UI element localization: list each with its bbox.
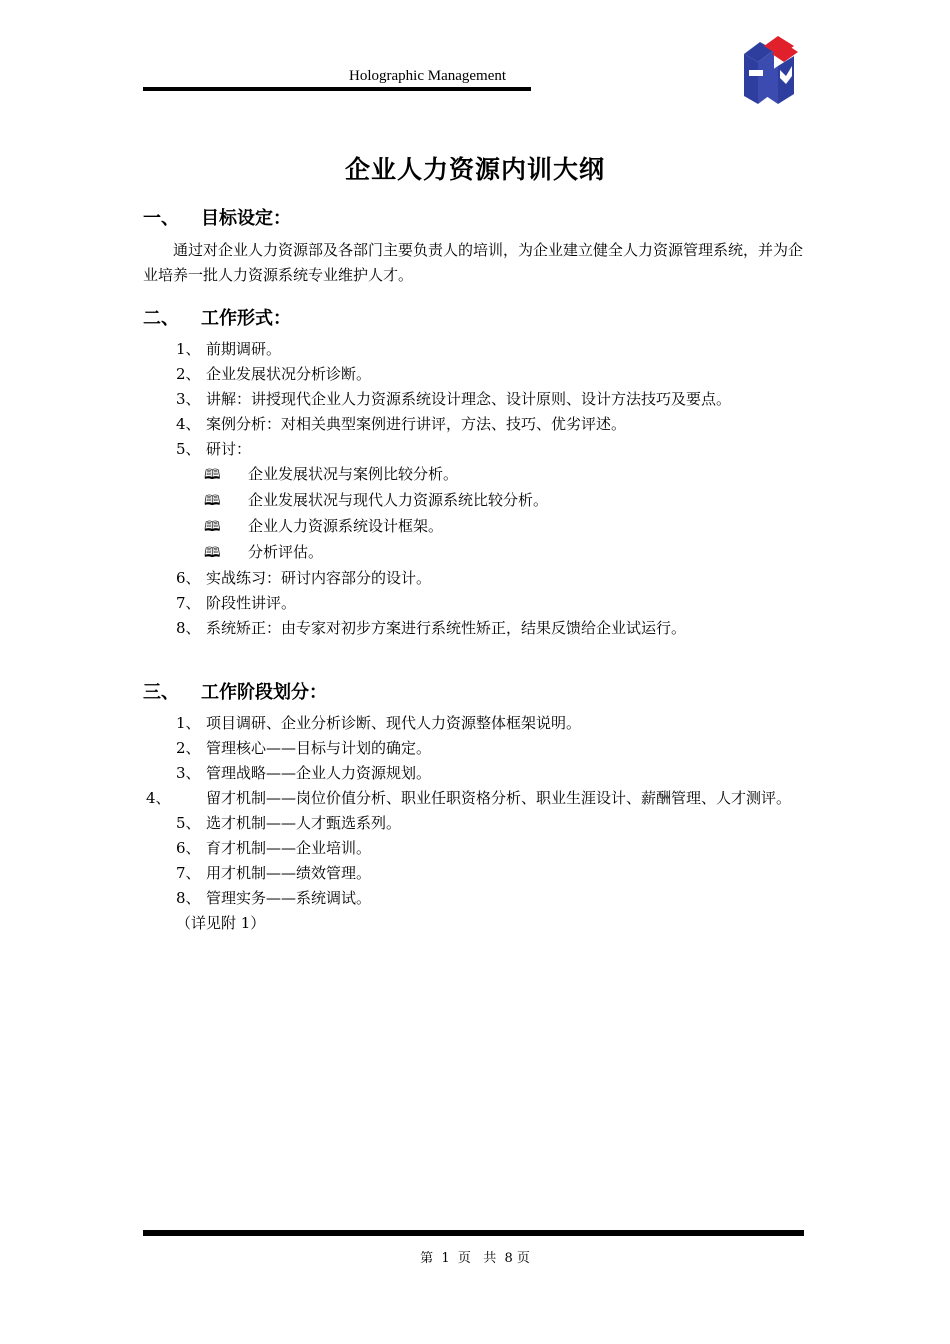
section-1-heading	[143, 204, 291, 230]
header-title: Holographic Management	[349, 68, 507, 84]
section-2-list	[176, 337, 810, 641]
list-item: 2、 企业发展状况分析诊断。	[176, 365, 372, 383]
section-1-title: 目标设定：	[201, 208, 291, 229]
list-item: 2、 管理核心——目标与计划的确定。	[176, 739, 432, 757]
appendix-note: （详见附 1）	[176, 914, 266, 932]
sub-list-item: 🕮 分析评估。	[176, 540, 810, 566]
list-item: 3、 讲解：讲授现代企业人力资源系统设计理念、设计原则、设计方法技巧及要点。	[176, 390, 732, 408]
list-item: 8、 管理实务——系统调试。	[176, 889, 372, 907]
section-1-paragraph: 通过对企业人力资源部及各部门主要负责人的培训，为企业建立健全人力资源管理系统，并为企业培养一批人力资源系统专业维护人才。	[143, 241, 804, 284]
list-item: 5、 选才机制——人才甄选系列。	[176, 814, 402, 832]
list-item: 3、 管理战略——企业人力资源规划。	[176, 764, 432, 782]
document-title: 企业人力资源内训大纲	[344, 155, 605, 184]
section-2-title: 工作形式：	[201, 308, 291, 329]
list-item: 4、 留才机制——岗位价值分析、职业任职资格分析、职业生涯设计、薪酬管理、人才测评。	[146, 789, 792, 807]
list-item: 7、 阶段性讲评。	[176, 594, 297, 612]
list-item: 5、 研讨：	[176, 440, 252, 458]
list-item: 4、 案例分析：对相关典型案例进行讲评，方法、技巧、优劣评述。	[176, 415, 627, 433]
sub-list-item: 🕮 企业发展状况与案例比较分析。	[176, 462, 810, 488]
page-number: 第 1 页 共 8 页	[420, 1251, 530, 1266]
section-3-heading	[143, 678, 327, 704]
book-icon: 🕮	[204, 545, 221, 561]
list-item: 6、 育才机制——企业培训。	[176, 839, 372, 857]
section-1-number: 一、	[143, 208, 179, 229]
sub-list-item: 🕮 企业发展状况与现代人力资源系统比较分析。	[176, 488, 810, 514]
list-item: 7、 用才机制——绩效管理。	[176, 864, 372, 882]
sub-list-item: 🕮 企业人力资源系统设计框架。	[176, 514, 810, 540]
section-2-number: 二、	[143, 308, 179, 329]
list-item: 1、 项目调研、企业分析诊断、现代人力资源整体框架说明。	[176, 714, 582, 732]
hm-logo-icon	[740, 36, 798, 106]
list-item: 6、 实战练习：研讨内容部分的设计。	[176, 569, 432, 587]
section-3-number: 三、	[143, 682, 179, 703]
book-icon: 🕮	[204, 519, 221, 535]
section-2-heading	[143, 304, 291, 330]
header-rule	[143, 87, 531, 91]
book-icon: 🕮	[204, 467, 221, 483]
list-item: 8、 系统矫正：由专家对初步方案进行系统性矫正，结果反馈给企业试运行。	[176, 619, 687, 637]
section-3-title: 工作阶段划分：	[201, 682, 327, 703]
list-item: 1、 前期调研。	[176, 340, 282, 358]
footer-rule	[143, 1230, 804, 1236]
section-3-list	[146, 711, 810, 936]
book-icon: 🕮	[204, 493, 221, 509]
